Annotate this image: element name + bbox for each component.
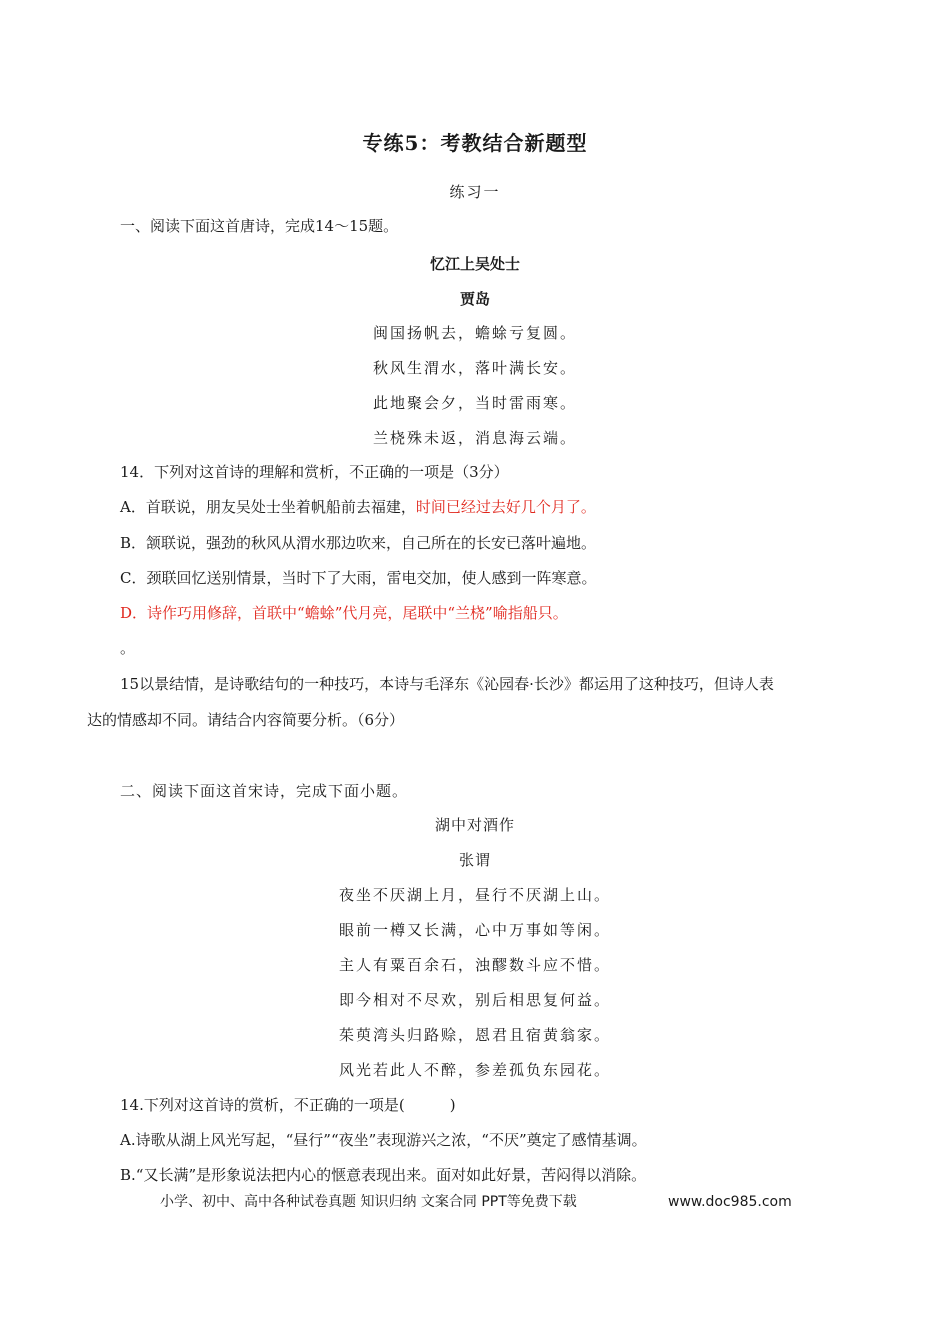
option-b: B．颔联说，强劲的秋风从渭水那边吹来，自己所在的长安已落叶遍地。 (120, 534, 597, 552)
section2-intro: 二、阅读下面这首宋诗，完成下面小题。 (120, 782, 409, 800)
poem1-line: 闽国扬帆去，蟾蜍亏复圆。 (372, 324, 577, 342)
poem2-line: 眼前一樽又长满，心中万事如等闲。 (338, 921, 611, 939)
poem2-line: 即今相对不尽欢，别后相思复何益。 (338, 991, 611, 1009)
poem1-title: 忆江上吴处士 (429, 255, 520, 273)
question-14-stem: 14．下列对这首诗的理解和赏析，不正确的一项是（3分） (120, 463, 509, 481)
question-14b-stem: 14.下列对这首诗的赏析，不正确的一项是( ) (120, 1096, 456, 1114)
poem1-line: 此地聚会夕，当时雷雨寒。 (372, 394, 577, 412)
option-a-highlight: 时间已经过去好几个月了。 (415, 498, 596, 516)
option-a-text: A．首联说，朋友吴处士坐着帆船前去福建， (120, 498, 416, 516)
poem1-line: 秋风生渭水，落叶满长安。 (372, 359, 577, 377)
option-d: D．诗作巧用修辞，首联中“蟾蜍”代月亮，尾联中“兰桡”喻指船只。 (120, 604, 568, 622)
poem2-title: 湖中对酒作 (434, 816, 515, 834)
poem1-line: 兰桡殊未返，消息海云端。 (372, 429, 577, 447)
option-b-2: B.“又长满”是形象说法把内心的惬意表现出来。面对如此好景，苦闷得以消除。 (120, 1166, 647, 1184)
poem2-line: 夜坐不厌湖上月，昼行不厌湖上山。 (338, 886, 611, 904)
page-subtitle: 练习一 (449, 183, 501, 201)
question-15-line1: 15以景结情，是诗歌结句的一种技巧，本诗与毛泽东《沁园春·长沙》都运用了这种技巧，但诗人表 (120, 675, 774, 693)
section1-intro: 一、阅读下面这首唐诗，完成14～15题。 (120, 217, 399, 235)
option-a-2: A.诗歌从湖上风光写起，“昼行”“夜坐”表现游兴之浓，“不厌”奠定了感情基调。 (120, 1131, 647, 1149)
page-title: 专练5：考教结合新题型 (362, 131, 588, 155)
poem2-line: 主人有粟百余石，浊醪数斗应不惜。 (338, 956, 611, 974)
poem2-line: 风光若此人不醉，参差孤负东园花。 (338, 1061, 611, 1079)
option-a (120, 497, 596, 517)
footer-url[interactable]: www.doc985.com (668, 1194, 792, 1210)
poem2-line: 茱萸湾头归路赊，恩君且宿黄翁家。 (338, 1026, 611, 1044)
question-15-line2: 达的情感却不同。请结合内容简要分析。（6分） (87, 711, 405, 729)
poem1-author: 贾岛 (459, 290, 490, 308)
option-c: C．颈联回忆送别情景，当时下了大雨，雷电交加，使人感到一阵寒意。 (120, 569, 597, 587)
stray-mark: 。 (120, 639, 136, 657)
poem2-author: 张谓 (458, 851, 491, 869)
footer-text: 小学、初中、高中各种试卷真题 知识归纳 文案合同 PPT等免费下载 (160, 1194, 577, 1210)
